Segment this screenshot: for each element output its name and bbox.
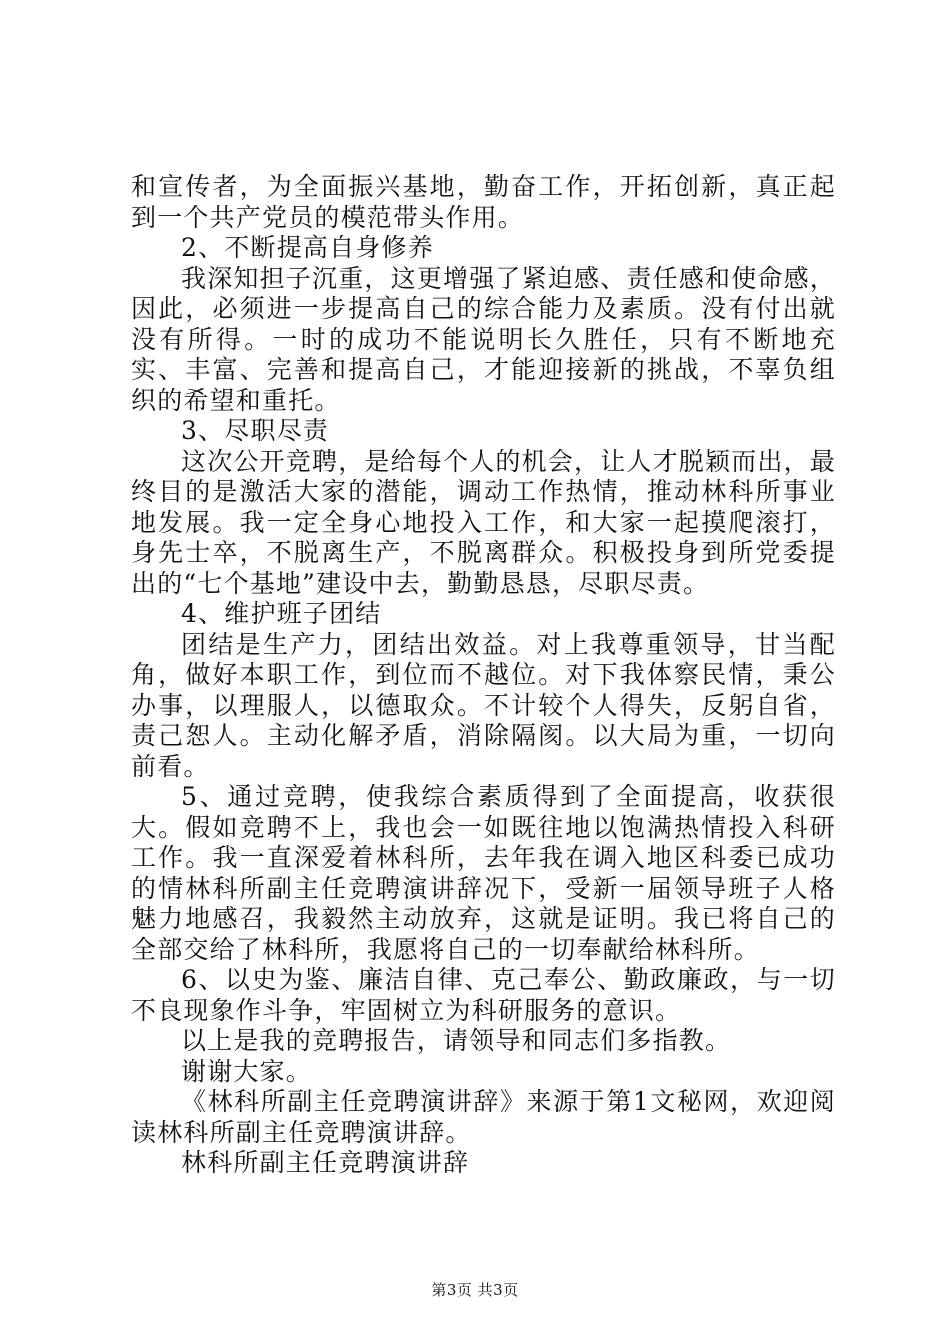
section-heading: 3、尽职尽责: [181, 416, 330, 445]
section-heading: 4、维护班子团结: [181, 599, 382, 628]
paragraph: 和宣传者，为全面振兴基地，勤奋工作，开拓创新，真正起到一个共产党员的模范带头作用。: [131, 172, 836, 232]
paragraph: 团结是生产力，团结出效益。对上我尊重领导，甘当配角，做好本职工作，到位而不越位。对下我体察民情，秉公办事，以理服人，以德取众。不计较个人得失，反躬自省，责己恕人。主动化解矛盾，消除隔阂。以大局为重，一切向前看。: [131, 629, 836, 781]
paragraph: 6、以史为鉴、廉洁自律、克己奉公、勤政廉政，与一切不良现象作斗争，牢固树立为科研服务的意识。: [131, 965, 836, 1025]
paragraph: 《林科所副主任竞聘演讲辞》来源于第1文秘网，欢迎阅读林科所副主任竞聘演讲辞。: [131, 1087, 836, 1147]
section-heading: 2、不断提高自身修养: [181, 233, 434, 262]
paragraph: 5、通过竞聘，使我综合素质得到了全面提高，收获很大。假如竞聘不上，我也会一如既往地以饱满热情投入科研工作。我一直深爱着林科所，去年我在调入地区科委已成功的情林科所副主任竞聘演讲辞况下，受新一届领导班子人格魅力地感召，我毅然主动放弃，这就是证明。我已将自己的全部交给了林科所，我愿将自己的一切奉献给林科所。: [131, 782, 836, 964]
paragraph: 这次公开竞聘，是给每个人的机会，让人才脱颖而出，最终目的是激活大家的潜能，调动工作热情，推动林科所事业地发展。我一定全身心地投入工作，和大家一起摸爬滚打，身先士卒，不脱离生产，不脱离群众。积极投身到所党委提出的“七个基地”建设中去，勤勤恳恳，尽职尽责。: [131, 446, 837, 598]
paragraph: 以上是我的竞聘报告，请领导和同志们多指教。: [181, 1026, 732, 1055]
paragraph: 谢谢大家。: [181, 1056, 313, 1086]
paragraph: 林科所副主任竞聘演讲辞: [181, 1148, 470, 1177]
document-body: [131, 172, 836, 1179]
page-number: 第3页 共3页: [431, 1281, 519, 1299]
paragraph: 我深知担子沉重，这更增强了紧迫感、责任感和使命感，因此，必须进一步提高自己的综合能力及素质。没有付出就没有所得。一时的成功不能说明长久胜任，只有不断地充实、丰富、完善和提高自己，才能迎接新的挑战，不辜负组织的希望和重托。: [131, 263, 837, 415]
page-footer: [0, 1279, 950, 1300]
